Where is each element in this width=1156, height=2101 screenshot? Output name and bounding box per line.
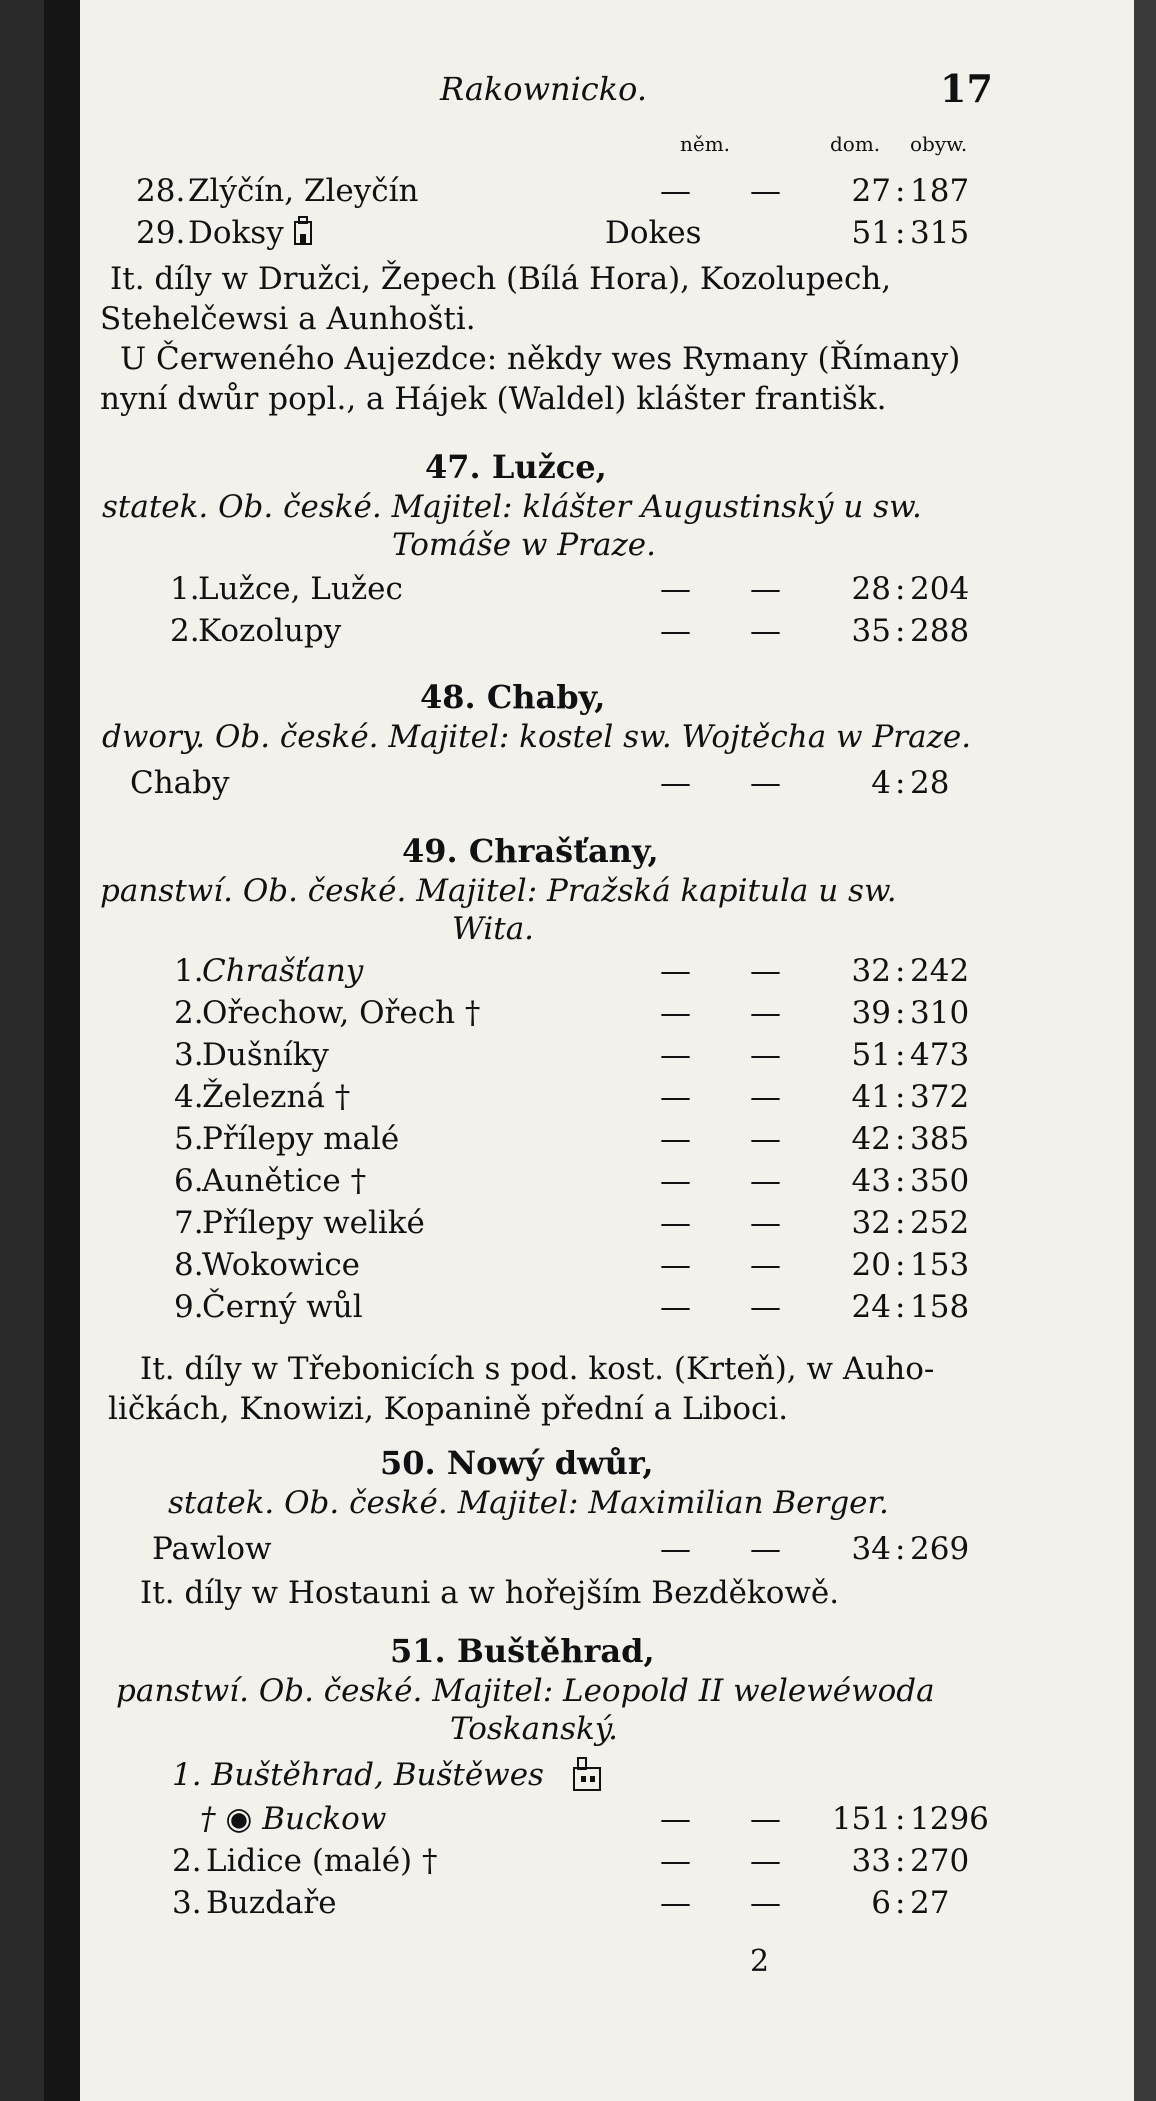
- entry-number: 8.: [174, 1247, 204, 1283]
- ratio-colon: :: [895, 953, 906, 989]
- col-head-obyw: obyw.: [910, 132, 968, 156]
- entry-name: Černý wůl: [202, 1289, 363, 1325]
- obyw-value: 27: [910, 1885, 950, 1921]
- dom-value: 28: [851, 571, 891, 607]
- dom-value: 24: [851, 1289, 891, 1325]
- obyw-value: 473: [910, 1037, 970, 1073]
- dash: —: [750, 995, 781, 1031]
- dom-value: 34: [851, 1531, 891, 1567]
- note-text: Stehelčewsi a Aunhošti.: [100, 301, 476, 337]
- dash: —: [660, 765, 691, 801]
- entry-number: 5.: [174, 1121, 204, 1157]
- ratio-colon: :: [895, 995, 906, 1031]
- page-edge: [1134, 0, 1156, 2101]
- dash: —: [750, 173, 781, 209]
- dash: —: [660, 1843, 691, 1879]
- entry-name: Chrašťany: [202, 953, 364, 989]
- dash: —: [660, 995, 691, 1031]
- ratio-colon: :: [895, 1801, 906, 1837]
- obyw-value: 242: [910, 953, 970, 989]
- book-gutter: [44, 0, 84, 2101]
- obyw-value: 288: [910, 613, 970, 649]
- dash: —: [750, 1205, 781, 1241]
- section-heading: 50. Nowý dwůr,: [380, 1444, 654, 1482]
- obyw-value: 204: [910, 571, 970, 607]
- dash: —: [660, 1163, 691, 1199]
- castle-icon: [292, 216, 314, 248]
- entry-name: Dušníky: [202, 1037, 329, 1073]
- entry-number: 29.: [136, 215, 186, 251]
- note-text: It. díly w Družci, Žepech (Bílá Hora), Kozolupech,: [110, 261, 892, 297]
- entry-name: Přílepy weliké: [202, 1205, 425, 1241]
- entry-name: Lužce, Lužec: [198, 571, 403, 607]
- entry-name: Přílepy malé: [202, 1121, 400, 1157]
- note-text: ličkách, Knowizi, Kopanině přední a Liboci.: [108, 1391, 789, 1427]
- ratio-colon: :: [895, 613, 906, 649]
- obyw-value: 28: [910, 765, 950, 801]
- ratio-colon: :: [895, 1289, 906, 1325]
- entry-name: 1. Buštěhrad, Buštěwes: [172, 1757, 544, 1793]
- entry-name: Pawlow: [152, 1531, 272, 1567]
- ratio-colon: :: [895, 1079, 906, 1115]
- book-page: [80, 0, 1134, 2101]
- entry-number: 28.: [136, 173, 186, 209]
- dash: —: [750, 1531, 781, 1567]
- dash: —: [750, 1079, 781, 1115]
- dash: —: [750, 1037, 781, 1073]
- dom-value: 32: [851, 953, 891, 989]
- dash: —: [750, 1289, 781, 1325]
- dash: —: [660, 1801, 691, 1837]
- ratio-colon: :: [895, 215, 906, 251]
- page-number: 17: [940, 66, 993, 111]
- ratio-colon: :: [895, 1885, 906, 1921]
- entry-number: 6.: [174, 1163, 204, 1199]
- dash: —: [750, 953, 781, 989]
- dash: —: [750, 1121, 781, 1157]
- dom-value: 27: [851, 173, 891, 209]
- obyw-value: 252: [910, 1205, 970, 1241]
- obyw-value: 158: [910, 1289, 970, 1325]
- dash: —: [660, 1289, 691, 1325]
- ratio-colon: :: [895, 1843, 906, 1879]
- ratio-colon: :: [895, 1531, 906, 1567]
- dash: —: [660, 1205, 691, 1241]
- entry-number: 3.: [174, 1037, 204, 1073]
- entry-name: Kozolupy: [198, 613, 342, 649]
- ratio-colon: :: [895, 173, 906, 209]
- town-icon: [572, 1756, 602, 1798]
- note-text: It. díly w Třebonicích s pod. kost. (Krteň), w Auho-: [140, 1351, 935, 1387]
- dom-value: 20: [851, 1247, 891, 1283]
- note-text: nyní dwůr popl., a Hájek (Waldel) klášter františk.: [100, 381, 887, 417]
- dash: —: [750, 1885, 781, 1921]
- section-heading: 47. Lužce,: [425, 448, 607, 486]
- subline-text: Wita.: [452, 911, 535, 947]
- entry-name: † ◉ Buckow: [200, 1801, 387, 1837]
- subline-text: statek. Ob. české. Majitel: klášter Augustinský u sw.: [102, 489, 922, 525]
- ratio-colon: :: [895, 1163, 906, 1199]
- obyw-value: 310: [910, 995, 970, 1031]
- entry-name: Doksy: [188, 215, 284, 251]
- ratio-colon: :: [895, 1247, 906, 1283]
- entry-name: Aunětice †: [202, 1163, 367, 1199]
- running-title: Rakownicko.: [440, 70, 647, 108]
- entry-name: Zlýčín, Zleyčín: [188, 173, 419, 209]
- dom-value: 39: [851, 995, 891, 1031]
- ratio-colon: :: [895, 765, 906, 801]
- dom-value: 41: [851, 1079, 891, 1115]
- subline-text: statek. Ob. české. Majitel: Maximilian Berger.: [168, 1485, 889, 1521]
- ratio-colon: :: [895, 1121, 906, 1157]
- obyw-value: 153: [910, 1247, 970, 1283]
- entry-number: 2.: [174, 995, 204, 1031]
- obyw-value: 315: [910, 215, 970, 251]
- dash: —: [750, 1801, 781, 1837]
- note-text: U Čerweného Aujezdce: někdy wes Rymany (Římany): [120, 341, 961, 377]
- dash: —: [660, 1885, 691, 1921]
- dom-value: 6: [871, 1885, 891, 1921]
- entry-number: 3.: [172, 1885, 202, 1921]
- obyw-value: 385: [910, 1121, 970, 1157]
- section-heading: 51. Buštěhrad,: [390, 1632, 655, 1670]
- dash: —: [660, 571, 691, 607]
- dash: —: [750, 1163, 781, 1199]
- obyw-value: 372: [910, 1079, 970, 1115]
- subline-text: panstwí. Ob. české. Majitel: Leopold II welewéwoda: [116, 1673, 935, 1709]
- dash: —: [660, 1037, 691, 1073]
- entry-name: Wokowice: [202, 1247, 361, 1283]
- section-heading: 49. Chrašťany,: [402, 832, 659, 870]
- entry-number: 2.: [172, 1843, 202, 1879]
- entry-number: 9.: [174, 1289, 204, 1325]
- obyw-value: 350: [910, 1163, 970, 1199]
- col-head-nem: něm.: [680, 132, 731, 156]
- dom-value: 4: [871, 765, 891, 801]
- entry-name: Lidice (malé) †: [206, 1843, 438, 1879]
- entry-number: 1.: [170, 571, 200, 607]
- obyw-value: 187: [910, 173, 970, 209]
- entry-number: 2.: [170, 613, 200, 649]
- dom-value: 32: [851, 1205, 891, 1241]
- entry-name: Železná †: [202, 1079, 351, 1115]
- subline-text: Toskanský.: [450, 1711, 619, 1747]
- dash: —: [750, 571, 781, 607]
- obyw-value: 270: [910, 1843, 970, 1879]
- dom-value: 51: [851, 215, 891, 251]
- dash: —: [660, 173, 691, 209]
- entry-number: 7.: [174, 1205, 204, 1241]
- dom-value: 35: [851, 613, 891, 649]
- section-heading: 48. Chaby,: [420, 678, 606, 716]
- dash: —: [660, 1121, 691, 1157]
- entry-number: 4.: [174, 1079, 204, 1115]
- dash: —: [660, 1531, 691, 1567]
- ratio-colon: :: [895, 1037, 906, 1073]
- dom-value: 51: [851, 1037, 891, 1073]
- dash: —: [660, 1079, 691, 1115]
- ratio-colon: :: [895, 1205, 906, 1241]
- entry-number: 1.: [174, 953, 204, 989]
- dash: —: [660, 953, 691, 989]
- subline-text: panstwí. Ob. české. Majitel: Pražská kapitula u sw.: [100, 873, 897, 909]
- entry-name: Ořechow, Ořech †: [202, 995, 481, 1031]
- entry-name: Buzdaře: [206, 1885, 337, 1921]
- dash: —: [660, 1247, 691, 1283]
- dash: —: [750, 613, 781, 649]
- subline-text: Tomáše w Praze.: [392, 527, 656, 563]
- signature-mark: 2: [750, 1944, 770, 1979]
- german-name: Dokes: [605, 215, 702, 251]
- obyw-value: 269: [910, 1531, 970, 1567]
- dash: —: [750, 1843, 781, 1879]
- dash: —: [750, 765, 781, 801]
- dash: —: [750, 1247, 781, 1283]
- note-text: It. díly w Hostauni a w hořejším Bezděkowě.: [140, 1575, 840, 1611]
- dom-value: 151: [831, 1801, 891, 1837]
- dom-value: 43: [851, 1163, 891, 1199]
- subline-text: dwory. Ob. české. Majitel: kostel sw. Wojtěcha w Praze.: [102, 719, 972, 755]
- dash: —: [660, 613, 691, 649]
- obyw-value: 1296: [910, 1801, 989, 1837]
- dom-value: 42: [851, 1121, 891, 1157]
- entry-name: Chaby: [130, 765, 230, 801]
- ratio-colon: :: [895, 571, 906, 607]
- col-head-dom: dom.: [830, 132, 881, 156]
- dom-value: 33: [851, 1843, 891, 1879]
